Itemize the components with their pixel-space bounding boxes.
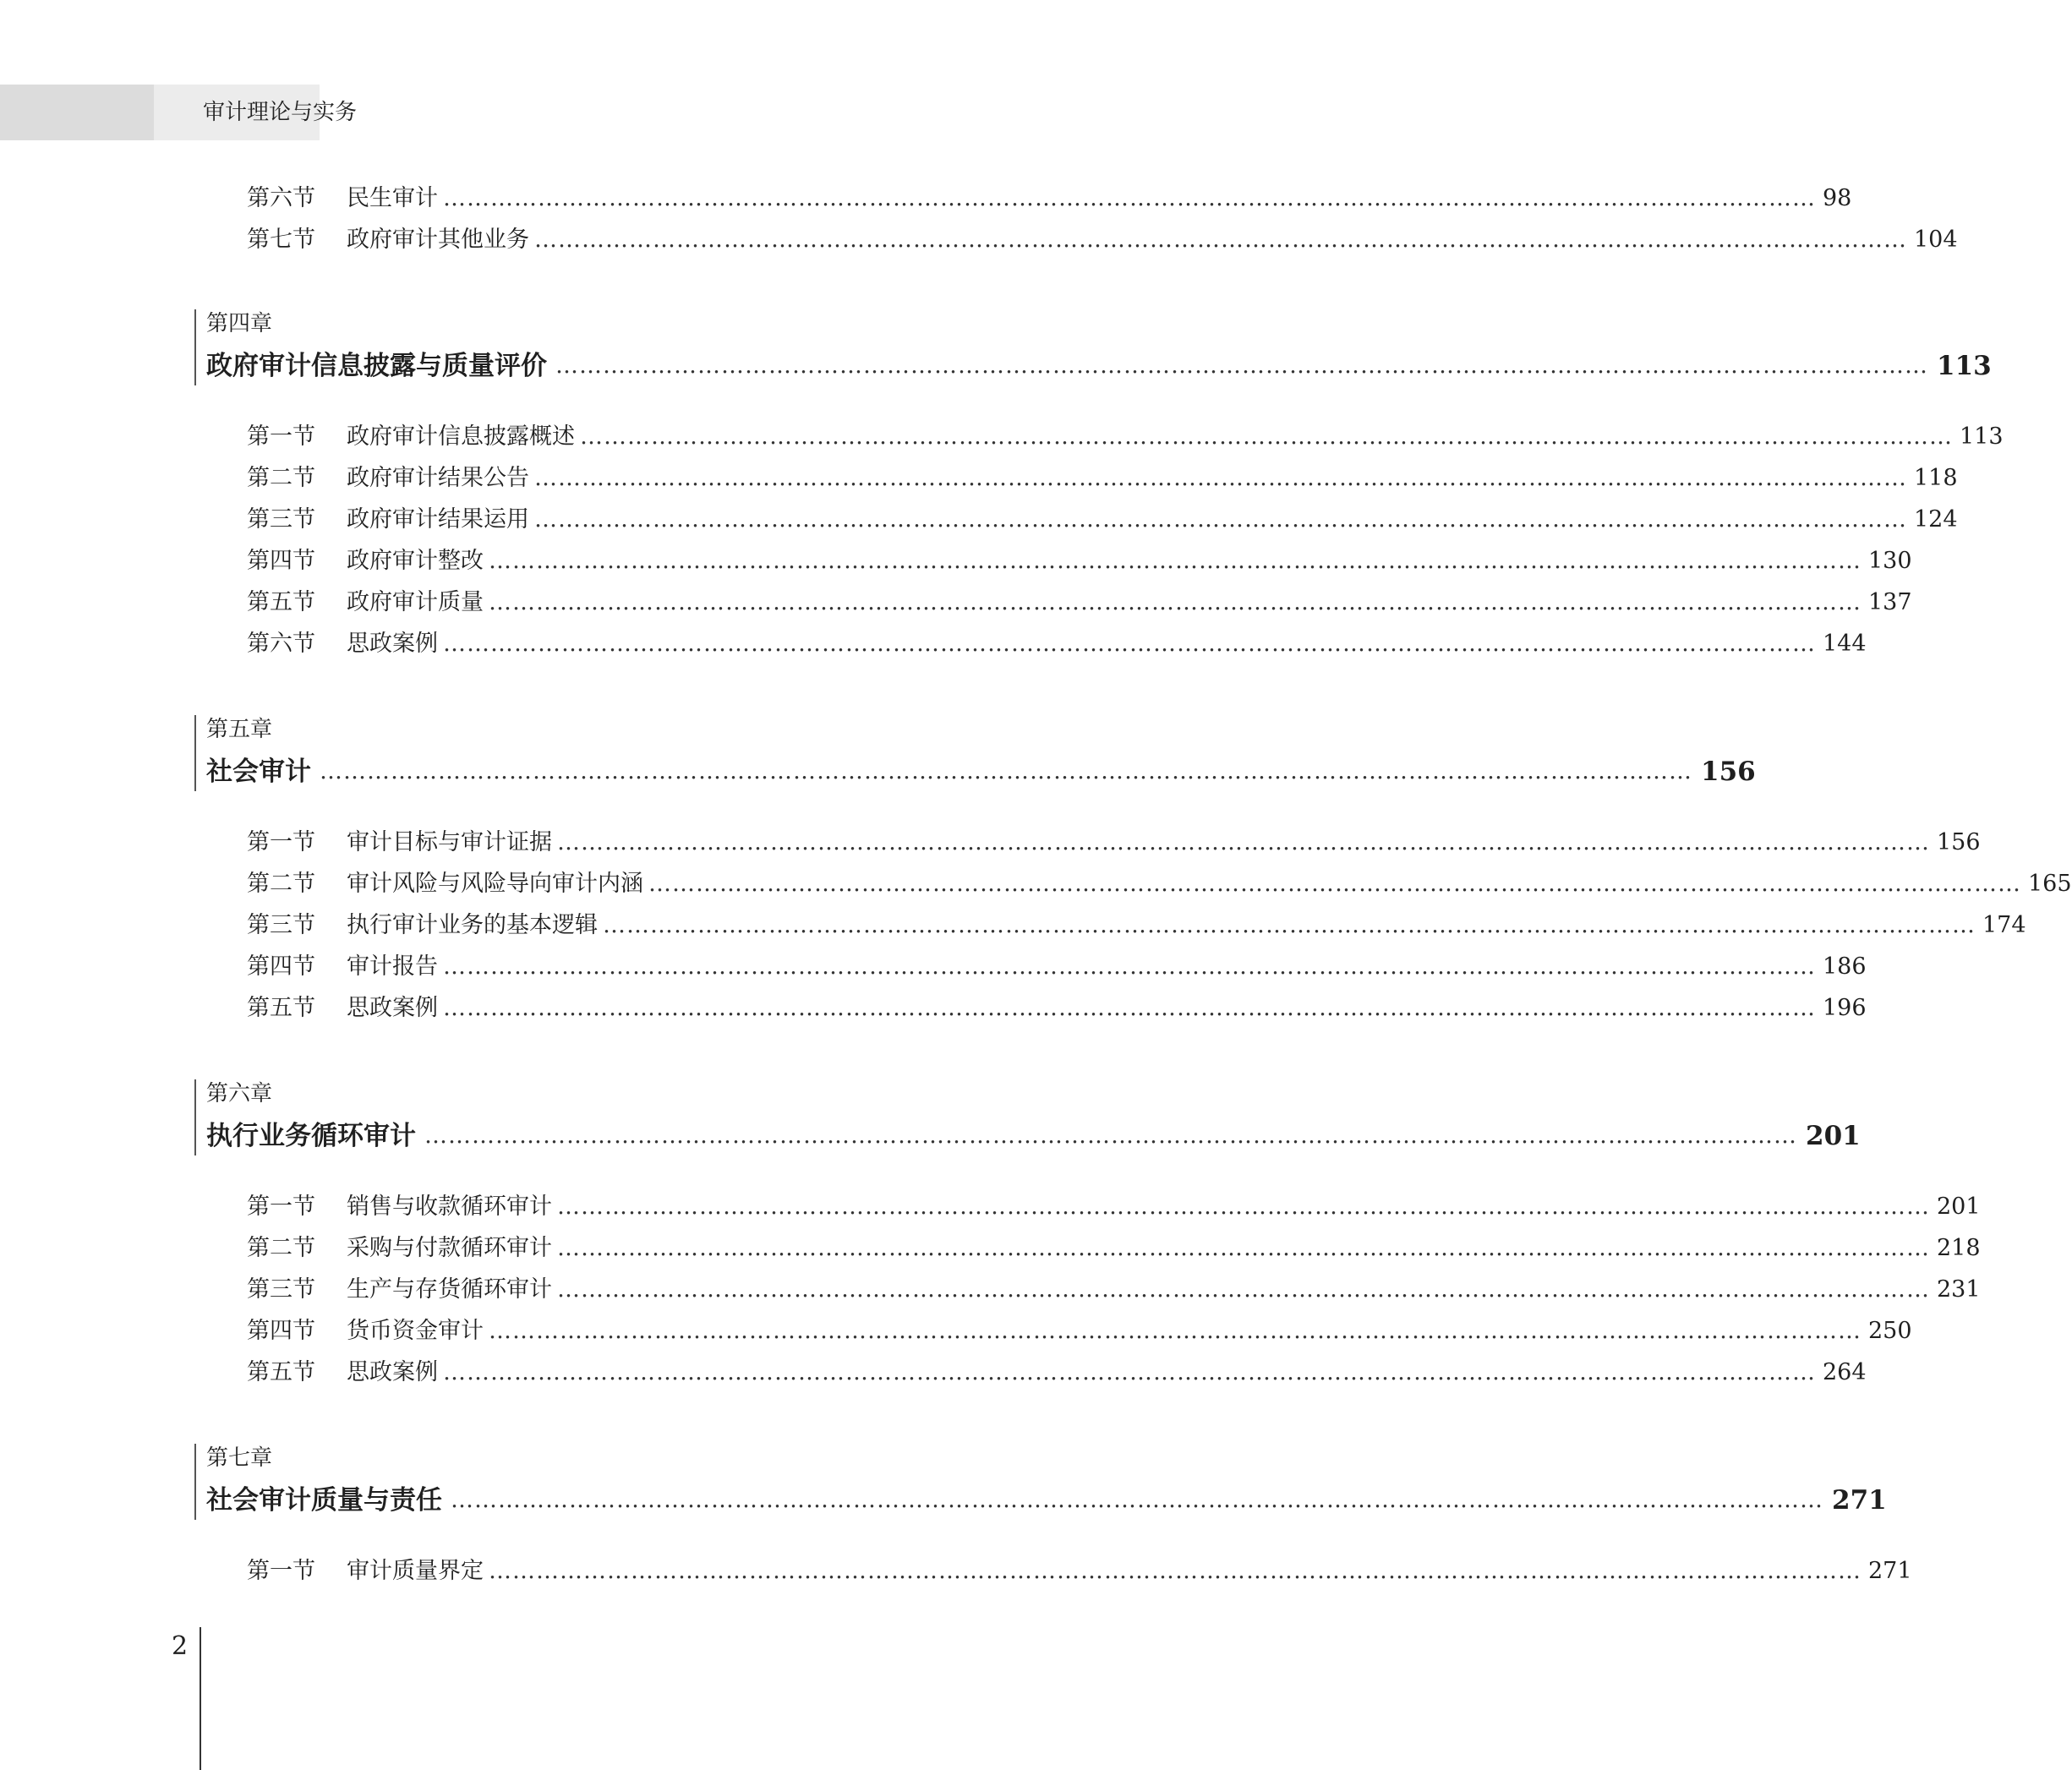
section-title: 执行审计业务的基本逻辑 (347, 912, 598, 938)
section-title: 销售与收款循环审计 (347, 1194, 552, 1220)
chapter-bar (194, 715, 196, 791)
chapter-bar (194, 309, 196, 385)
section-number: 第三节 (247, 506, 315, 533)
section-page: 201 (1937, 1194, 1981, 1220)
section-number: 第五节 (247, 589, 315, 615)
leader-dots: ………………………………………………………………………………………………………………………………………………………… (557, 1276, 1930, 1303)
section-title: 政府审计质量 (347, 589, 484, 615)
section-title: 思政案例 (347, 1359, 438, 1385)
toc-section-row[interactable] (247, 503, 1958, 537)
chapter-label: 第六章 (206, 1081, 273, 1106)
section-page: 130 (1868, 548, 1912, 574)
section-title: 民生审计 (347, 185, 438, 211)
section-page: 231 (1937, 1276, 1981, 1303)
toc-section-row[interactable] (247, 420, 2004, 454)
section-number: 第一节 (247, 1558, 315, 1584)
section-number: 第四节 (247, 953, 315, 980)
leader-dots: ………………………………………………………………………………………………………………………………………………………… (534, 506, 1907, 533)
toc-section-row[interactable] (247, 1190, 1981, 1224)
toc-section-row[interactable] (247, 826, 1981, 860)
section-title: 政府审计整改 (347, 548, 484, 574)
section-page: 271 (1868, 1558, 1912, 1584)
section-title: 采购与付款循环审计 (347, 1235, 552, 1261)
chapter-bar (194, 1079, 196, 1155)
section-page: 165 (2028, 871, 2072, 897)
section-title: 生产与存货循环审计 (347, 1276, 552, 1303)
toc-section-row[interactable] (247, 223, 1958, 257)
section-number: 第一节 (247, 1194, 315, 1220)
chapter-title-row[interactable] (206, 1481, 1887, 1520)
section-page: 98 (1823, 185, 1852, 211)
toc-section-row[interactable] (247, 544, 1912, 578)
section-page: 118 (1914, 465, 1958, 491)
toc-section-row[interactable] (247, 909, 2026, 942)
chapter-label: 第七章 (206, 1445, 273, 1471)
chapter-title-row[interactable] (206, 1117, 1861, 1155)
leader-dots: ………………………………………………………………………………………………………………………………………………………… (443, 995, 1816, 1021)
section-title: 审计报告 (347, 953, 438, 980)
leader-dots: ………………………………………………………………………………………………………………………………………………………… (320, 758, 1692, 784)
section-page: 186 (1823, 953, 1867, 980)
chapter-bar (194, 1444, 196, 1520)
leader-dots: ………………………………………………………………………………………………………………………………………………………… (451, 1487, 1823, 1513)
section-number: 第一节 (247, 423, 315, 450)
section-title: 思政案例 (347, 631, 438, 657)
leader-dots: ………………………………………………………………………………………………………………………………………………………… (557, 1235, 1930, 1261)
section-number: 第四节 (247, 548, 315, 574)
section-title: 政府审计信息披露概述 (347, 423, 575, 450)
page-number: 2 (172, 1631, 189, 1661)
section-number: 第三节 (247, 1276, 315, 1303)
section-page: 113 (1960, 423, 2004, 450)
toc-section-row[interactable] (247, 586, 1912, 620)
chapter-label: 第五章 (206, 717, 273, 742)
section-page: 174 (1982, 912, 2026, 938)
section-number: 第二节 (247, 1235, 315, 1261)
toc-section-row[interactable] (247, 627, 1867, 661)
leader-dots: ………………………………………………………………………………………………………………………………………………………… (489, 589, 1862, 615)
section-page: 264 (1823, 1359, 1867, 1385)
toc-section-row[interactable] (247, 462, 1958, 495)
chapter-title-row[interactable] (206, 347, 1992, 385)
toc-section-row[interactable] (247, 950, 1867, 984)
leader-dots: ………………………………………………………………………………………………………………………………………………………… (555, 352, 1928, 379)
leader-dots: ………………………………………………………………………………………………………………………………………………………… (443, 631, 1816, 657)
section-number: 第二节 (247, 871, 315, 897)
section-page: 144 (1823, 631, 1867, 657)
toc-section-row[interactable] (247, 1232, 1981, 1265)
section-page: 137 (1868, 589, 1912, 615)
section-number: 第六节 (247, 631, 315, 657)
section-number: 第五节 (247, 1359, 315, 1385)
section-page: 218 (1937, 1235, 1981, 1261)
section-title: 政府审计结果运用 (347, 506, 529, 533)
chapter-title: 社会审计质量与责任 (206, 1485, 442, 1516)
section-page: 156 (1937, 829, 1981, 855)
section-page: 250 (1868, 1318, 1912, 1344)
toc-section-row[interactable] (247, 1554, 1912, 1588)
running-header-title: 审计理论与实务 (203, 100, 358, 125)
leader-dots: ………………………………………………………………………………………………………………………………………………………… (534, 465, 1907, 491)
leader-dots: ………………………………………………………………………………………………………………………………………………………… (648, 871, 2021, 897)
leader-dots: ………………………………………………………………………………………………………………………………………………………… (534, 227, 1907, 253)
section-page: 124 (1914, 506, 1958, 533)
section-number: 第二节 (247, 465, 315, 491)
leader-dots: ………………………………………………………………………………………………………………………………………………………… (443, 185, 1816, 211)
chapter-page: 271 (1832, 1485, 1887, 1516)
section-title: 思政案例 (347, 995, 438, 1021)
section-number: 第三节 (247, 912, 315, 938)
leader-dots: ………………………………………………………………………………………………………………………………………………………… (489, 1318, 1862, 1344)
section-number: 第六节 (247, 185, 315, 211)
chapter-title-row[interactable] (206, 752, 1756, 791)
section-title: 政府审计其他业务 (347, 227, 529, 253)
chapter-page: 156 (1701, 757, 1756, 787)
chapter-page: 113 (1937, 351, 1992, 381)
leader-dots: ………………………………………………………………………………………………………………………………………………………… (557, 829, 1930, 855)
leader-dots: ………………………………………………………………………………………………………………………………………………………… (489, 1558, 1862, 1584)
leader-dots: ………………………………………………………………………………………………………………………………………………………… (424, 1123, 1797, 1149)
chapter-title: 社会审计 (206, 757, 311, 787)
toc-section-row[interactable] (247, 182, 1852, 216)
section-page: 104 (1914, 227, 1958, 253)
section-page: 196 (1823, 995, 1867, 1021)
section-number: 第七节 (247, 227, 315, 253)
chapter-label: 第四章 (206, 311, 273, 336)
chapter-title: 政府审计信息披露与质量评价 (206, 351, 547, 381)
toc-section-row[interactable] (247, 867, 2072, 901)
folio-rule (200, 1627, 201, 1770)
toc-section-row[interactable] (247, 992, 1867, 1025)
leader-dots: ………………………………………………………………………………………………………………………………………………………… (443, 953, 1816, 980)
toc-section-row[interactable] (247, 1314, 1912, 1348)
section-number: 第一节 (247, 829, 315, 855)
section-number: 第四节 (247, 1318, 315, 1344)
section-title: 货币资金审计 (347, 1318, 484, 1344)
leader-dots: ………………………………………………………………………………………………………………………………………………………… (489, 548, 1862, 574)
section-title: 政府审计结果公告 (347, 465, 529, 491)
section-title: 审计目标与审计证据 (347, 829, 552, 855)
leader-dots: ………………………………………………………………………………………………………………………………………………………… (443, 1359, 1816, 1385)
leader-dots: ………………………………………………………………………………………………………………………………………………………… (603, 912, 1976, 938)
chapter-page: 201 (1806, 1121, 1861, 1151)
section-number: 第五节 (247, 995, 315, 1021)
chapter-title: 执行业务循环审计 (206, 1121, 416, 1151)
toc-section-row[interactable] (247, 1356, 1867, 1390)
section-title: 审计风险与风险导向审计内涵 (347, 871, 643, 897)
leader-dots: ………………………………………………………………………………………………………………………………………………………… (557, 1194, 1930, 1220)
toc-section-row[interactable] (247, 1273, 1981, 1307)
section-title: 审计质量界定 (347, 1558, 484, 1584)
leader-dots: ………………………………………………………………………………………………………………………………………………………… (580, 423, 1953, 450)
